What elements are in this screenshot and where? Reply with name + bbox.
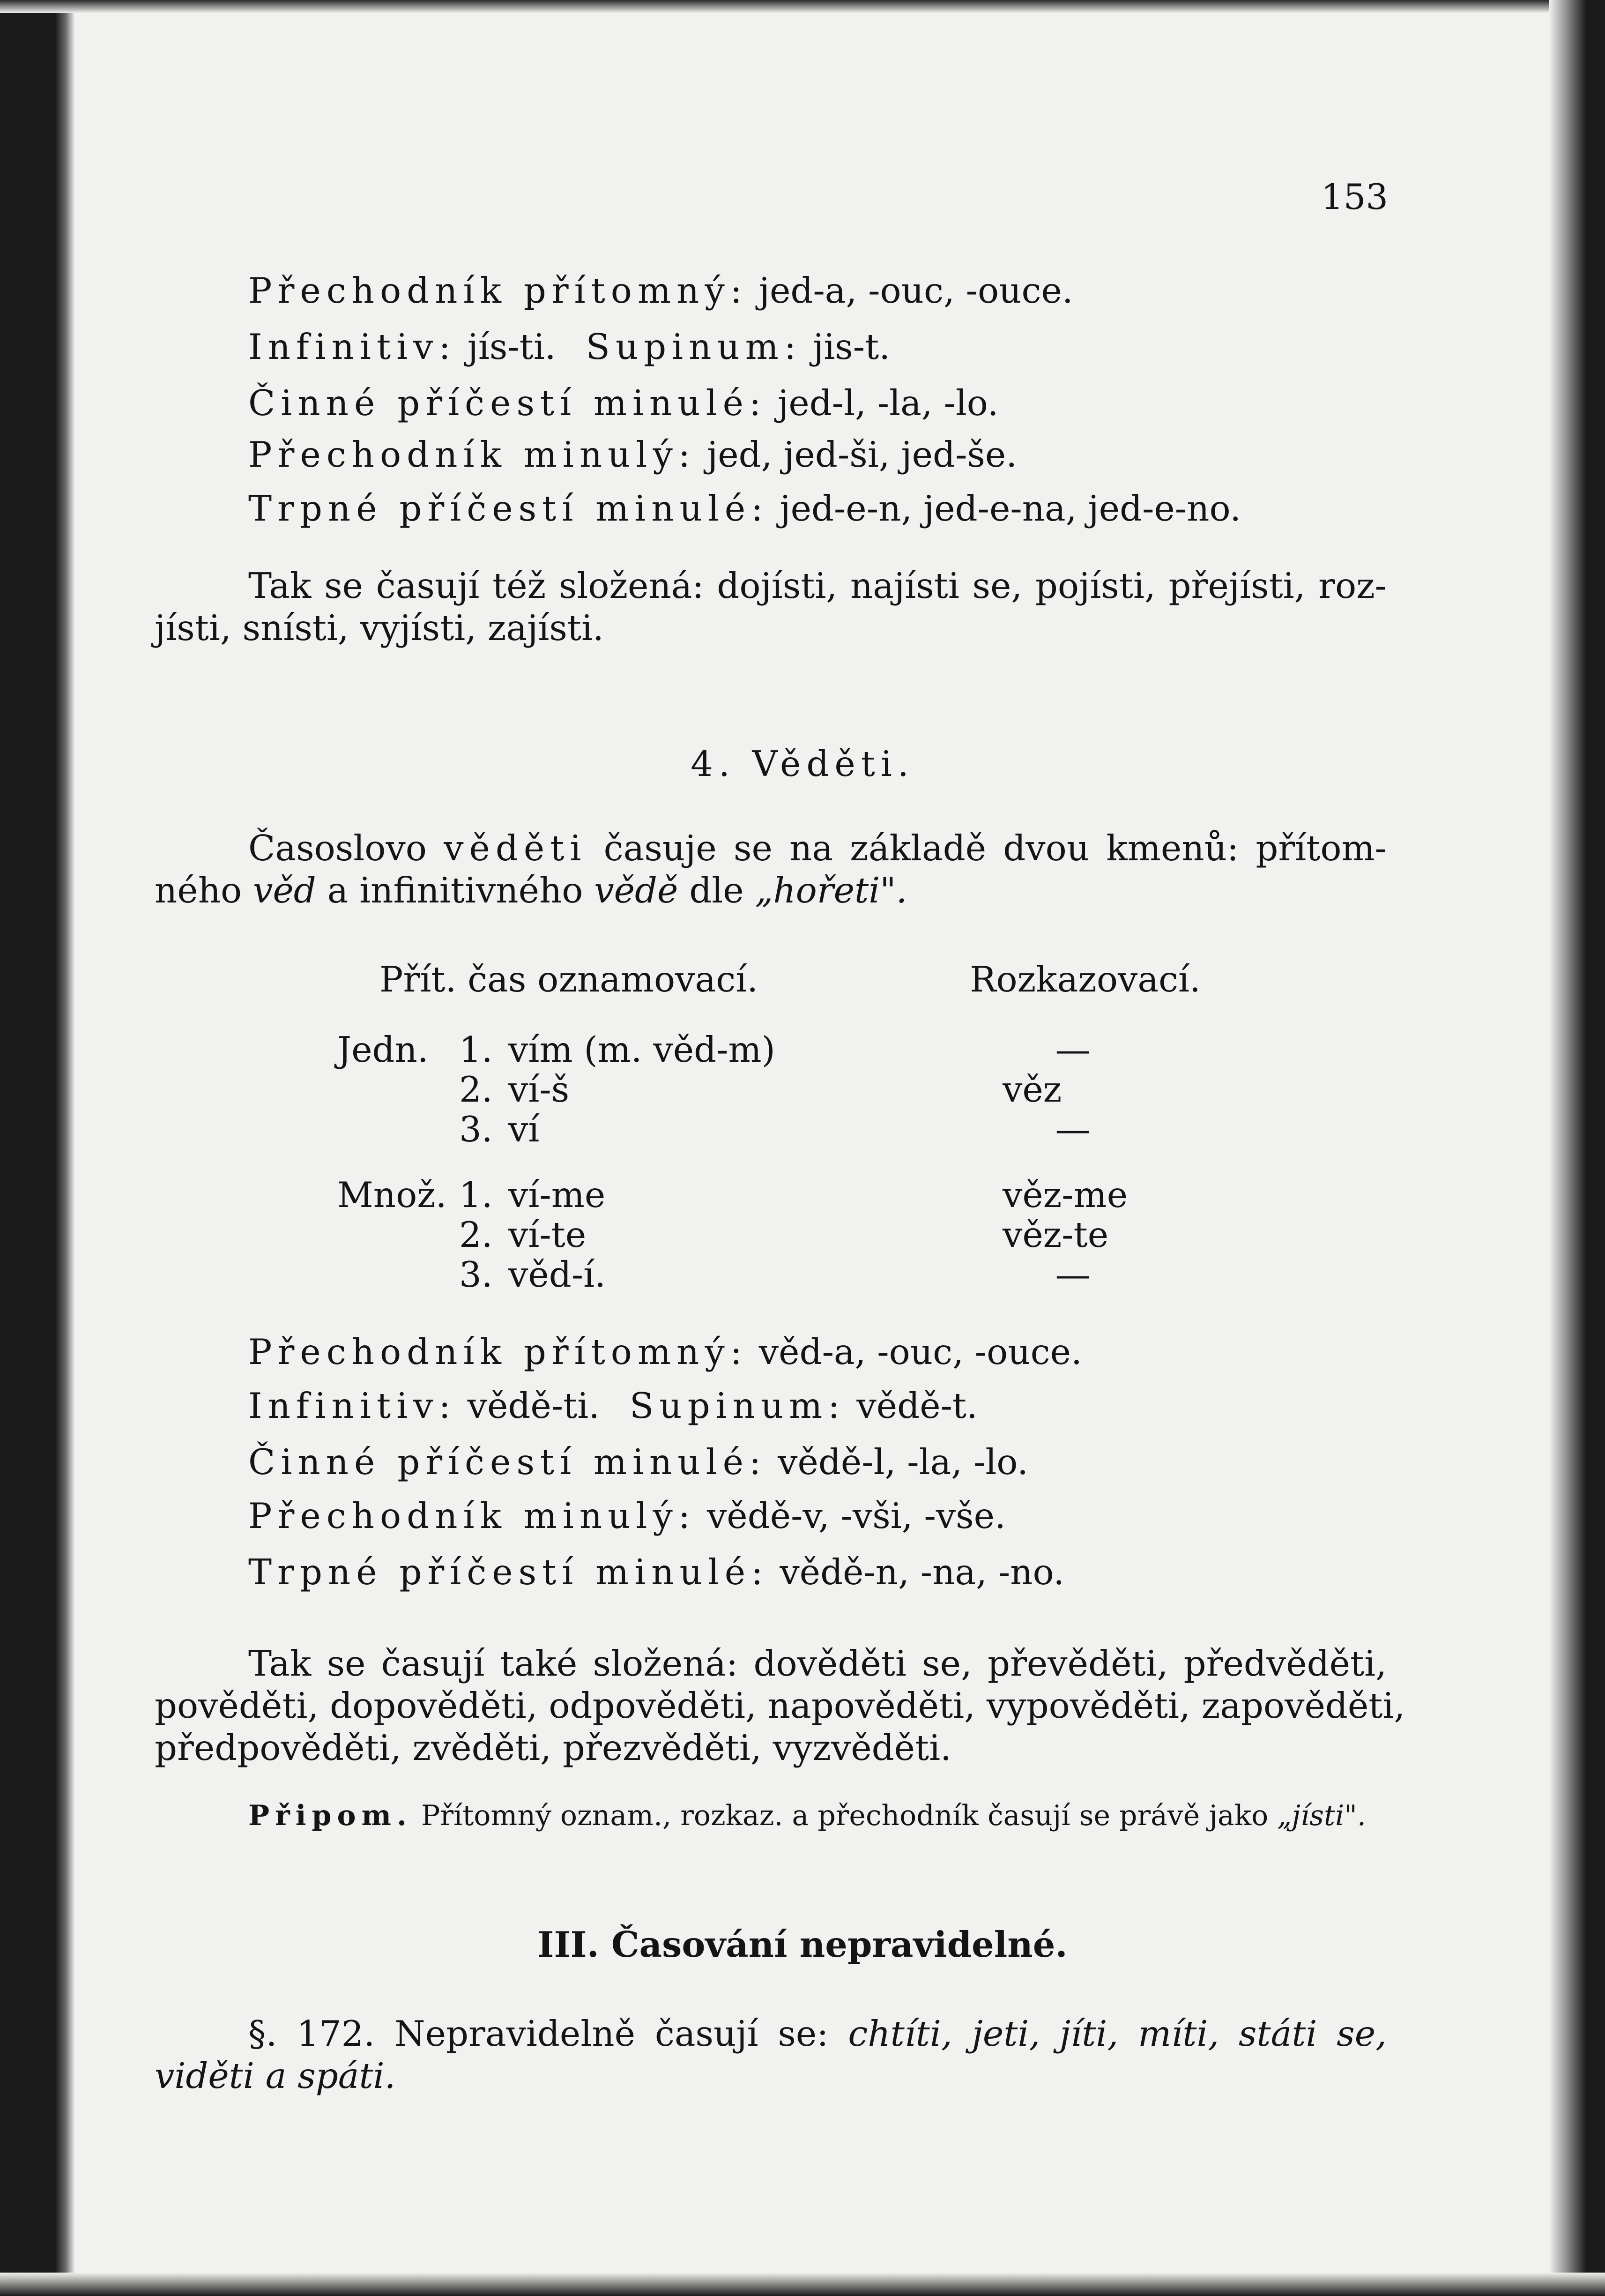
compounds-line: jísti, snísti, vyjísti, zajísti. — [155, 607, 604, 649]
row-number: 2. — [459, 1214, 493, 1255]
form-line — [248, 1439, 1028, 1485]
row-imperative: — — [1055, 1029, 1091, 1070]
form-line — [248, 485, 1241, 532]
row-imperative: — — [1055, 1254, 1091, 1295]
intro-stem: vědě — [594, 870, 678, 911]
form-label: Infinitiv: — [248, 1385, 456, 1426]
paragraph-verb: chtíti, — [848, 2013, 952, 2054]
paragraph-verb: jeti, — [972, 2013, 1040, 2054]
compounds-line: Tak se časují též složená: dojísti, najísti se, pojísti, přejísti, roz- — [248, 565, 1387, 606]
row-form: věd-í. — [508, 1254, 606, 1295]
row-form: ví-te — [508, 1214, 587, 1255]
plural-label: Množ. — [337, 1174, 447, 1215]
form-values: jed-a, -ouc, -ouce. — [758, 270, 1073, 311]
paragraph-text: §. 172. Nepravidelně časují se: — [248, 2013, 829, 2054]
form-label: Trpné příčestí minulé: — [248, 1551, 769, 1593]
form-values: vědě-t. — [856, 1385, 978, 1426]
intro-text: časuje se na základě dvou kmenů: přítom- — [603, 827, 1387, 869]
form-values: jed, jed-ši, jed-še. — [706, 434, 1018, 475]
chapter-heading: III. Časování nepravidelné. — [537, 1924, 1068, 1965]
compounds-line: Tak se časují také složená: dověděti se, převěděti, předvěděti, — [248, 1643, 1387, 1684]
intro-text: a infinitivného — [327, 870, 583, 911]
form-line — [248, 267, 1073, 314]
intro-term: věděti — [444, 827, 587, 869]
form-label: Přechodník minulý: — [248, 434, 696, 475]
paragraph-verb: míti, — [1138, 2013, 1219, 2054]
paragraph-line: viděti a spáti. — [155, 2055, 396, 2096]
intro-text: Časoslovo — [248, 827, 427, 869]
form-label: Přechodník přítomný: — [248, 1331, 748, 1372]
scan-edge-top — [0, 0, 1605, 13]
row-number: 3. — [459, 1254, 493, 1295]
table-header-present: Přít. čas oznamovací. — [379, 959, 758, 1000]
form-label: Činné příčestí minulé: — [248, 1441, 767, 1483]
paragraph-verb: jíti, — [1060, 2013, 1119, 2054]
form-label: Přechodník přítomný: — [248, 270, 748, 311]
form-line — [248, 1549, 1064, 1595]
row-number: 1. — [459, 1029, 493, 1070]
row-number: 3. — [459, 1109, 493, 1150]
compounds-line: předpověděti, zvěděti, přezvěděti, vyzvěděti. — [155, 1727, 951, 1768]
form-values: jed-l, -la, -lo. — [778, 382, 999, 424]
row-imperative: věz — [1003, 1069, 1062, 1110]
compounds-line: pověděti, dopověděti, odpověděti, napověděti, vypověděti, zapověděti, — [155, 1685, 1405, 1726]
form-values: vědě-ti. — [467, 1385, 600, 1426]
form-values: jís-ti. — [467, 326, 556, 367]
intro-text: dle — [689, 870, 744, 911]
singular-label: Jedn. — [337, 1029, 429, 1070]
section-heading: 4. Věděti. — [691, 743, 914, 784]
form-values: vědě-v, -vši, -vše. — [706, 1495, 1006, 1536]
form-label: Činné příčestí minulé: — [248, 382, 767, 424]
intro-text: ného — [155, 870, 242, 911]
row-imperative: věz-me — [1003, 1174, 1128, 1215]
form-line — [248, 323, 890, 370]
form-line — [248, 1492, 1006, 1539]
row-number: 2. — [459, 1069, 493, 1110]
row-form: ví-me — [508, 1174, 606, 1215]
note-word: „jísti". — [1277, 1799, 1366, 1832]
intro-stem: věd — [253, 870, 316, 911]
intro-line — [248, 825, 1387, 872]
row-imperative: věz-te — [1003, 1214, 1109, 1255]
intro-model-verb: „hořeti". — [755, 870, 907, 911]
row-form: vím (m. věd-m) — [508, 1029, 775, 1070]
form-values: jis-t. — [813, 326, 891, 367]
scan-edge-bottom — [0, 2273, 1605, 2296]
table-header-imperative: Rozkazovací. — [970, 959, 1201, 1000]
form-label: Supinum: — [629, 1385, 846, 1426]
row-form: ví — [508, 1109, 540, 1150]
form-values: vědě-n, -na, -no. — [780, 1551, 1065, 1593]
note-text: Přítomný oznam., rozkaz. a přechodník časují se právě jako — [421, 1799, 1269, 1832]
form-line — [248, 1382, 978, 1429]
row-form: ví-š — [508, 1069, 570, 1110]
form-label: Infinitiv: — [248, 326, 456, 367]
intro-line — [155, 867, 907, 914]
form-line — [248, 1328, 1082, 1375]
form-values: jed-e-n, jed-e-na, jed-e-no. — [780, 488, 1241, 529]
form-values: vědě-l, -la, -lo. — [778, 1441, 1028, 1483]
row-imperative: — — [1055, 1109, 1091, 1150]
form-label: Trpné příčestí minulé: — [248, 488, 769, 529]
form-line — [248, 431, 1017, 478]
form-line — [248, 380, 998, 426]
note-line — [248, 1797, 1366, 1834]
form-label: Supinum: — [586, 326, 802, 367]
row-number: 1. — [459, 1174, 493, 1215]
form-label: Přechodník minulý: — [248, 1495, 696, 1536]
note-label: Připom. — [248, 1799, 412, 1832]
form-values: věd-a, -ouc, -ouce. — [758, 1331, 1082, 1372]
paragraph-line — [248, 2010, 1387, 2057]
paragraph-verb: státi se, — [1239, 2013, 1387, 2054]
page-number: 153 — [1321, 176, 1389, 217]
